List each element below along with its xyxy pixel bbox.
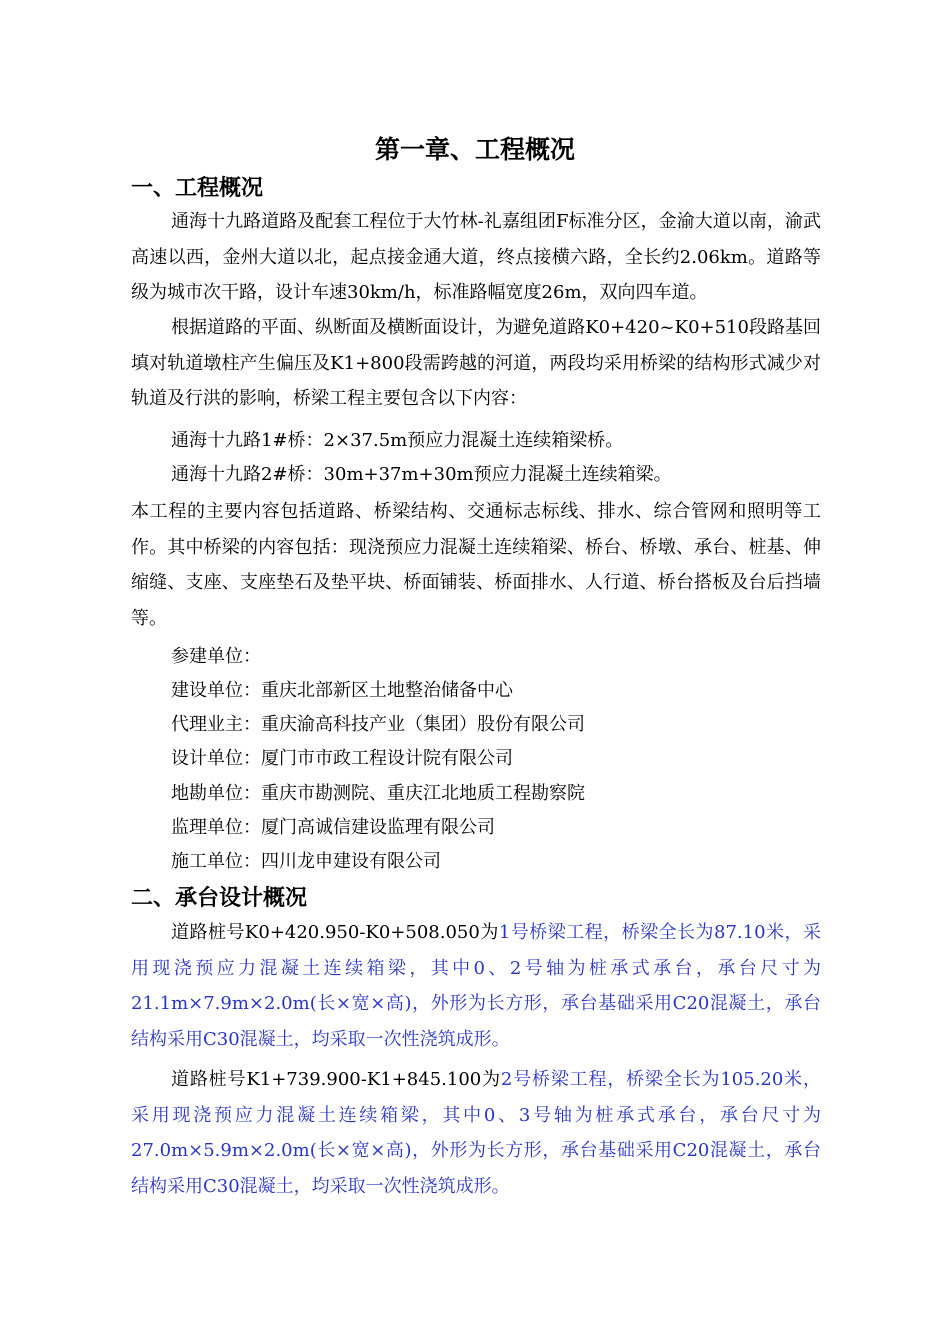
unit-line-supervision: 监理单位：厦门高诚信建设监理有限公司 xyxy=(171,817,495,838)
scope-paragraph: 本工程的主要内容包括道路、桥梁结构、交通标志标线、排水、综合管网和照明等工作。其中桥梁的内容包括：现浇预应力混凝土连续箱梁、桥台、桥墩、承台、桩基、伸缩缝、支座、支座垫石及垫平块、桥面铺装、桥面排水、人行道、桥台搭板及台后挡墙等。 xyxy=(131,501,821,629)
section-heading-overview: 一、工程概况 xyxy=(131,175,264,201)
unit-line-agent: 代理业主：重庆渝高科技产业（集团）股份有限公司 xyxy=(171,714,585,735)
pilecap-1-blue-text: 1号桥梁工程，桥梁全长为87.10米，采用现浇预应力混凝土连续箱梁，其中0、2号轴为桩承式承台，承台尺寸为21.1m×7.9m×2.0m(长×宽×高)，外形为长方形，承台基础采用C20混凝土，承台结构采用C30混凝土，均采取一次性浇筑成形。 xyxy=(131,922,822,1050)
unit-line-design: 设计单位：厦门市市政工程设计院有限公司 xyxy=(171,748,513,769)
pilecap-1-prefix: 道路桩号K0+420.950-K0+508.050为 xyxy=(171,922,499,943)
pilecap-paragraph-1 xyxy=(131,915,821,1057)
chapter-title: 第一章、工程概况 xyxy=(374,135,575,164)
bridge-2-line: 通海十九路2#桥：30m+37m+30m预应力混凝土连续箱梁。 xyxy=(171,464,672,485)
pilecap-2-blue-text: 2号桥梁工程，桥梁全长为105.20米，采用现浇预应力混凝土连续箱梁，其中0、3号轴为桩承式承台，承台尺寸为27.0m×5.9m×2.0m(长×宽×高)，外形为长方形，承台基础采用C20混凝土，承台结构采用C30混凝土，均采取一次性浇筑成形。 xyxy=(131,1069,821,1197)
unit-line-client: 建设单位：重庆北部新区土地整治储备中心 xyxy=(171,680,513,701)
overview-paragraph-1: 通海十九路道路及配套工程位于大竹林-礼嘉组团F标准分区，金渝大道以南，渝武高速以西，金州大道以北，起点接金通大道，终点接横六路，全长约2.06km。道路等级为城市次干路，设计车速30km/h，标准路幅宽度26m，双向四车道。 xyxy=(131,211,821,303)
pilecap-2-prefix: 道路桩号K1+739.900-K1+845.100为 xyxy=(171,1069,501,1090)
overview-paragraph-2: 根据道路的平面、纵断面及横断面设计，为避免道路K0+420~K0+510段路基回填对轨道墩柱产生偏压及K1+800段需跨越的河道，两段均采用桥梁的结构形式减少对轨道及行洪的影响，桥梁工程主要包含以下内容： xyxy=(131,317,821,409)
unit-line-survey: 地勘单位：重庆市勘测院、重庆江北地质工程勘察院 xyxy=(171,783,585,804)
section-heading-pilecap: 二、承台设计概况 xyxy=(131,885,308,911)
unit-line-construction: 施工单位：四川龙申建设有限公司 xyxy=(171,851,441,872)
pilecap-paragraph-2 xyxy=(131,1062,821,1204)
units-heading: 参建单位： xyxy=(171,646,261,667)
bridge-1-line: 通海十九路1#桥：2×37.5m预应力混凝土连续箱梁桥。 xyxy=(171,430,624,451)
